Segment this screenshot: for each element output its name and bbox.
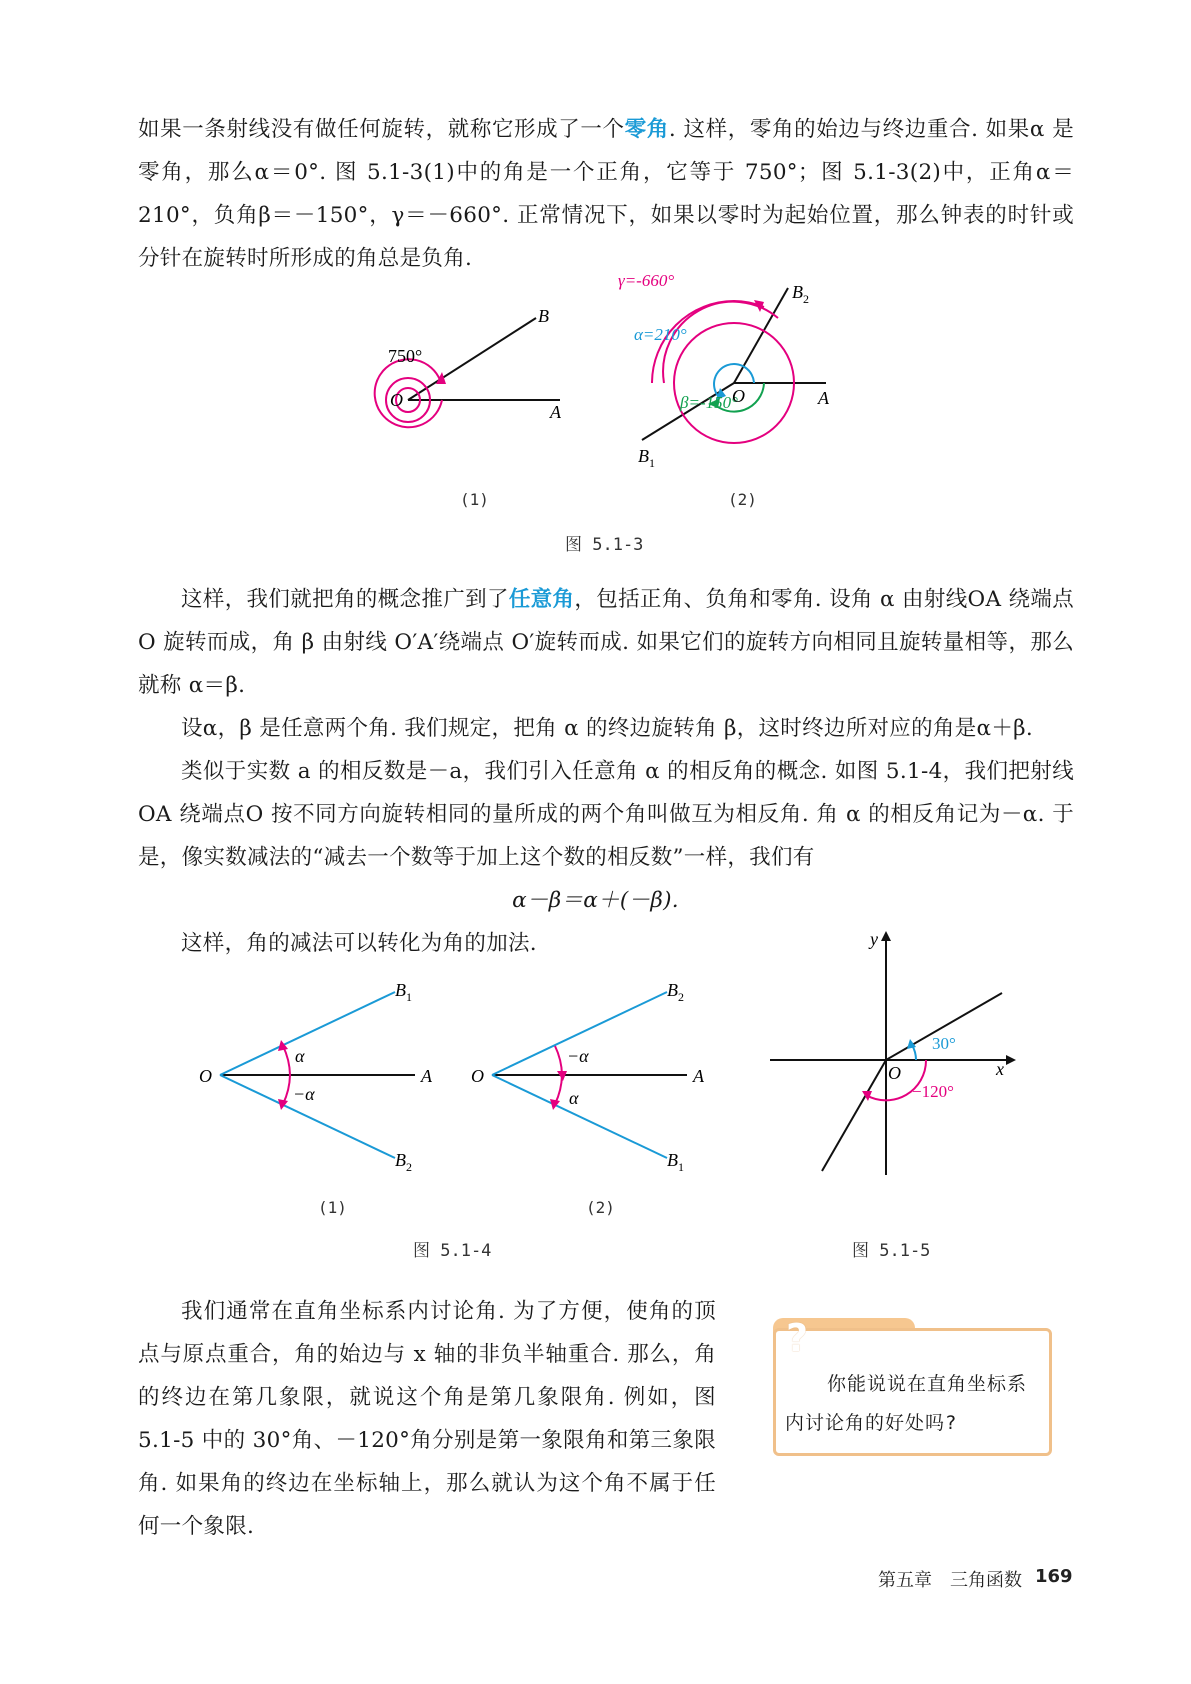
paragraph-6: 我们通常在直角坐标系内讨论角. 为了方便，使角的顶点与原点重合，角的始边与 x 轴的非负半轴重合. 那么，角的终边在第几象限，就说这个角是第几象限角. 例如，图 5.1-5 中的 30°角、－120°角分别是第一象限角和第三象限角. 如果角的终边在坐标轴上，那么就认为这个角不属于任何一个象限.: [138, 1299, 716, 1539]
fig513-B1: B: [638, 446, 649, 466]
page-number: 169: [1035, 1566, 1073, 1587]
figure-5-1-5: [770, 925, 1020, 1175]
fig514-left-lower-angle: −α: [293, 1084, 315, 1104]
fig513-sublabel-1: (1): [460, 490, 489, 509]
p2-text-before: 这样，我们就把角的概念推广到了: [181, 587, 509, 612]
footer-chapter: 第五章 三角函数: [878, 1570, 1022, 1591]
svg-text:B2: [395, 1150, 412, 1174]
sidebox-text: 你能说说在直角坐标系内讨论角的好处吗?: [785, 1373, 1028, 1434]
formula: α－β＝α＋(－β).: [512, 888, 679, 913]
fig514-left-A: A: [421, 1066, 432, 1086]
fig514-sublabel-2: (2): [586, 1198, 615, 1217]
fig513-alpha: α=210°: [634, 325, 687, 344]
fig514-left-Btop: B: [395, 980, 406, 1000]
p1-text-after: . 这样，零角的始边与终边重合. 如果α 是零角，那么α＝0°. 图 5.1-3(1)中的角是一个正角，它等于 750°；图 5.1-3(2)中，正角α＝210°，负角β＝－150°，γ＝－660°. 正常情况下，如果以零时为起始位置，那么钟表的时针或分针在旋转时所形成的角总是负角.: [138, 117, 1074, 271]
fig514-right-Bbot-sub: 1: [678, 1160, 684, 1174]
fig513-B1-sub: 1: [649, 456, 655, 470]
fig515-x: x: [996, 1059, 1004, 1079]
fig513-B2-sub: 2: [803, 292, 809, 306]
fig514-right-O: O: [471, 1066, 484, 1086]
fig515-O: O: [888, 1063, 901, 1083]
fig513-sublabel-2: (2): [728, 490, 757, 509]
fig515-angle2: −120°: [912, 1082, 954, 1101]
fig513-right-A: A: [818, 388, 829, 408]
svg-text:B1: [667, 1150, 684, 1174]
fig515-caption: 图 5.1-5: [852, 1241, 931, 1261]
paragraph-3: 设α，β 是任意两个角. 我们规定，把角 α 的终边旋转角 β，这时终边所对应的角是α＋β.: [181, 716, 1033, 741]
fig513-left-angle: 750°: [388, 346, 423, 366]
fig515-angle1: 30°: [932, 1034, 956, 1053]
fig515-y: y: [870, 929, 878, 949]
figure-5-1-4-part1: [195, 980, 445, 1174]
fig514-left-Bbot: B: [395, 1150, 406, 1170]
fig514-right-A: A: [693, 1066, 704, 1086]
fig513-caption: 图 5.1-3: [565, 535, 644, 555]
term-zero-angle: 零角: [624, 117, 669, 142]
fig513-B2: B: [792, 282, 803, 302]
p2-text-after: ，包括正角、负角和零角. 设角 α 由射线OA 绕端点O 旋转而成，角 β 由射线 O′A′绕端点 O′旋转而成. 如果它们的旋转方向相同且旋转量相等，那么就称 α＝β.: [138, 587, 1074, 698]
fig514-left-upper-angle: α: [295, 1046, 305, 1066]
fig514-right-lower-angle: α: [569, 1088, 579, 1108]
fig513-left-A: A: [550, 402, 561, 422]
svg-text:B2: [792, 282, 809, 306]
fig514-left-O: O: [199, 1066, 212, 1086]
fig514-left-Bbot-sub: 2: [406, 1160, 412, 1174]
paragraph-1: [138, 108, 1074, 280]
fig514-right-upper-angle: −α: [567, 1046, 589, 1066]
fig514-sublabel-1: (1): [318, 1198, 347, 1217]
fig513-gamma: γ=-660°: [618, 271, 675, 290]
figure-5-1-3-part1: [360, 300, 580, 450]
p1-text-before: 如果一条射线没有做任何旋转，就称它形成了一个: [138, 117, 625, 142]
fig514-right-Bbot: B: [667, 1150, 678, 1170]
fig514-right-Btop: B: [667, 980, 678, 1000]
question-icon: ?: [786, 1316, 809, 1360]
term-any-angle: 任意角: [508, 587, 575, 612]
figure-5-1-4-part2: [467, 980, 717, 1174]
svg-text:B1: [395, 980, 412, 1004]
fig513-left-B: B: [538, 306, 549, 326]
fig513-beta: β=-150°: [680, 393, 738, 412]
fig514-caption: 图 5.1-4: [413, 1241, 492, 1261]
svg-text:B2: [667, 980, 684, 1004]
svg-text:B1: [638, 446, 655, 470]
fig513-right-O: O: [732, 386, 745, 406]
paragraph-5: 这样，角的减法可以转化为角的加法.: [181, 931, 537, 956]
fig513-left-O: O: [390, 390, 403, 410]
fig514-left-Btop-sub: 1: [406, 990, 412, 1004]
paragraph-4: 类似于实数 a 的相反数是－a，我们引入任意角 α 的相反角的概念. 如图 5.1-4，我们把射线 OA 绕端点O 按不同方向旋转相同的量所成的两个角叫做互为相反角. 角 α 的相反角记为－α. 于是，像实数减法的“减去一个数等于加上这个数的相反数”一样，我们有: [138, 759, 1074, 870]
paragraph-2: [138, 578, 1074, 707]
figure-5-1-3-part2: [618, 271, 868, 470]
fig514-right-Btop-sub: 2: [678, 990, 684, 1004]
